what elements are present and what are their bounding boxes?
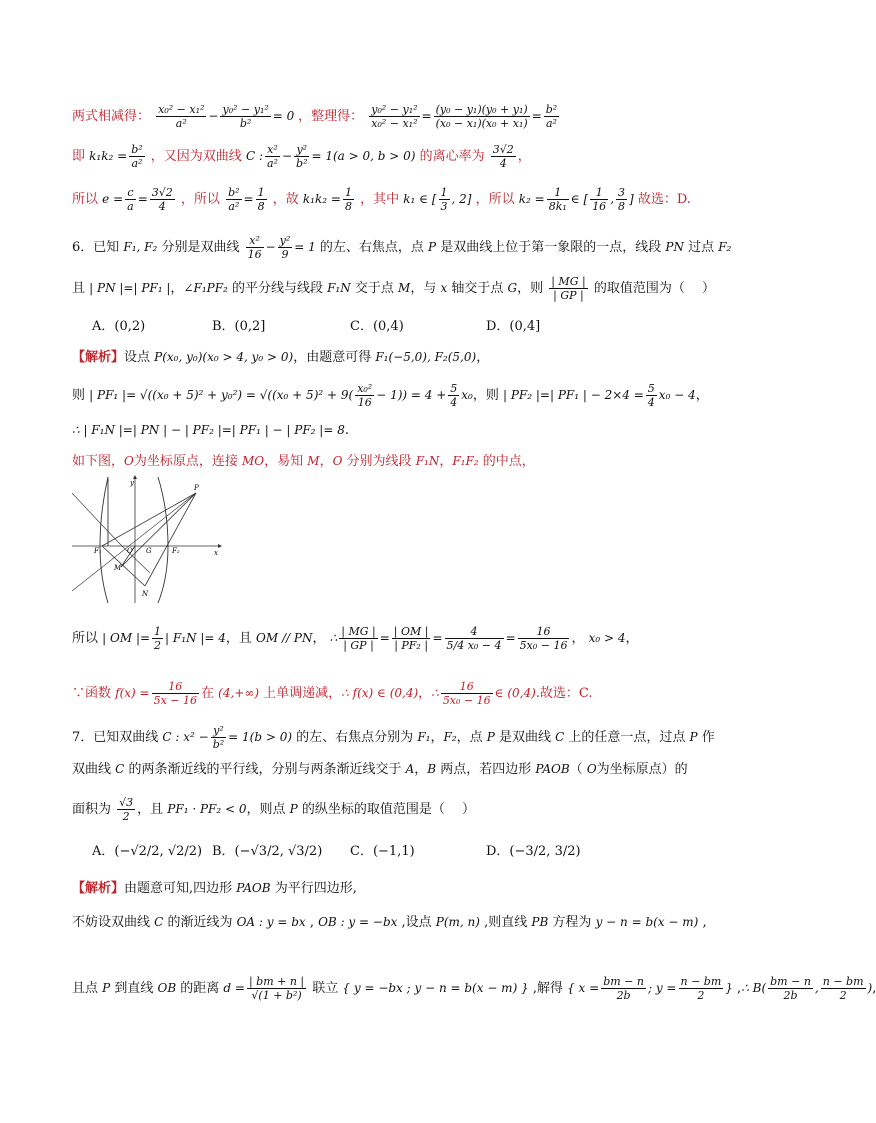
question-7-line-2: 双曲线 C 的两条渐近线的平行线，分别与两条渐近线交于 A，B 两点，若四边形 PAOB（ O为坐标原点）的 — [72, 762, 688, 777]
text-segment: ，其中 — [360, 192, 400, 207]
label-f1: F₁ — [94, 547, 102, 555]
text-segment: 的离心率为 — [419, 149, 485, 164]
text-segment: 所以 — [72, 192, 99, 207]
label-n: N — [142, 590, 149, 598]
right-branch — [158, 477, 168, 603]
solution-6-line-1: 【解析】设点 P(x₀, y₀)(x₀ > 4, y₀ > 0)，由题意可得 F₁(−5,0), F₂(5,0)， — [72, 350, 490, 365]
solution-6-line-2: 则 | PF₁ |= √((x₀ + 5)² + y₀²) = √((x₀ + 5)² + 9( $\frac{\text{x₀²}}{16}$ − 1)) = 4 + $\frac{5}{4}$ x₀，则 | PF₂ |=| PF₁ | − 2×4 = $\frac{5}{4}$ x₀ − 4， — [72, 382, 709, 409]
q7-choice-d[interactable]: D．(−3/2, 3/2) — [486, 844, 581, 859]
analysis-tag: 【解析】 — [72, 350, 125, 365]
formula: k₂ = $\frac{1}{\text{8k₁}}$ ∈ [ $\frac{1}{16}$ , $\frac{3}{8}$ ] — [518, 186, 634, 213]
solution-6-line-4: 如下图，O为坐标原点，连接 MO，易知 M，O 分别为线段 F₁N，F₁F₂ 的中点， — [72, 454, 535, 469]
question-6-line-2: 且 | PN |=| PF₁ |，∠F₁PF₂ 的平分线与线段 F₁N 交于点 M，与 x 轴交于点 G，则 $\frac{| MG |}{| GP |}$ 的取值范围为（ ） — [72, 275, 715, 302]
q7-choice-c[interactable]: C．(−1,1) — [350, 844, 415, 859]
q6-choice-d[interactable]: D．(0,4] — [486, 319, 541, 334]
formula: $\frac{\text{b²}}{\text{a²}}$ = $\frac{1}{8}$ — [228, 186, 265, 213]
q7-choice-a[interactable]: A．(−√2/2, √2/2) — [92, 844, 203, 859]
solution-6-line-3: ∴ | F₁N |=| PN | − | PF₂ |=| PF₁ | − | PF₂ |= 8. — [72, 423, 349, 438]
formula: $\frac{3√2}{4}$ — [492, 143, 514, 170]
q7-choice-b[interactable]: B．(−√3/2, √3/2) — [212, 844, 323, 859]
label-x: x — [214, 549, 218, 557]
question-6-line-1: 6．已知 F₁, F₂ 分别是双曲线 $\frac{\text{x²}}{16}$ − $\frac{\text{y²}}{9}$ = 1 的左、右焦点，点 P 是双曲线上位于第一象限的一点，线段 PN 过点 F₂ — [72, 234, 732, 261]
bisector-line — [121, 493, 196, 567]
derivation-line-2: 即 k₁k₂ = $\frac{\text{b²}}{\text{a²}}$ ，又因为双曲线 C : $\frac{\text{x²}}{\text{a²}}$ − $\frac{\text{y²}}{\text{b²}}$ = 1(a > 0, b > 0) 的离心率为 $\frac{3√2}{4}$ ， — [72, 143, 531, 170]
segment-f1n — [102, 546, 145, 586]
text-segment: ，所以 — [180, 192, 220, 207]
formula: k₁k₂ = $\frac{1}{8}$ — [302, 186, 352, 213]
derivation-line-1 — [72, 103, 561, 130]
formula: k₁ ∈ [ $\frac{1}{3}$ , 2] — [403, 186, 472, 213]
solution-7-line-3: 且点 P 到直线 OB 的距离 d = $\frac{| bm + n |}{\text{√(1 + b²)}}$ 联立 { y = −bx ; y − n = b(x − m) } ,解得 { x = $\frac{bm - n}{2b}$ ; y = $\frac{n - bm}{2}$ } ,∴ B( $\frac{bm - n}{2b}$ , $\frac{n - bm}{2}$ ), — [72, 975, 876, 1002]
formula: $\frac{\text{x₀² − x₁²}}{\text{a²}}$ − $\frac{\text{y₀² − y₁²}}{\text{b²}}$ = 0 — [158, 103, 299, 130]
text-segment: ，整理得： — [298, 109, 364, 124]
q6-choice-b[interactable]: B．(0,2] — [212, 319, 266, 334]
label-f2: F₂ — [172, 547, 180, 555]
solution-7-line-2: 不妨设双曲线 C 的渐近线为 OA : y = bx , OB : y = −bx ,设点 P(m, n) ,则直线 PB 方程为 y − n = b(x − m) , — [72, 915, 707, 930]
formula: k₁k₂ = $\frac{\text{b²}}{\text{a²}}$ — [89, 143, 143, 170]
formula: e = $\frac{c}{a}$ = $\frac{3√2}{4}$ — [102, 186, 173, 213]
text-segment: ，又因为双曲线 — [150, 149, 242, 164]
q6-choice-a[interactable]: A．(0,2) — [92, 319, 146, 334]
label-o: O — [127, 547, 133, 555]
asymptote-1 — [72, 493, 150, 573]
text-segment: 两式相减得： — [72, 109, 151, 124]
text-segment: 即 — [72, 149, 86, 164]
label-p: P — [194, 484, 199, 492]
solution-6-line-5: 所以 | OM |= $\frac{1}{2}$ | F₁N |= 4，且 OM // PN， ∴ $\frac{| MG |}{| GP |}$ = $\frac{| OM |}{\text{| PF₂ |}}$ = $\frac{4}{\text{5/4 x₀ − 4}}$ = $\frac{16}{\text{5x₀ − 16}}$ ， x₀ > 4， — [72, 625, 639, 652]
label-g: G — [146, 547, 152, 555]
hyperbola-figure — [72, 473, 222, 603]
left-branch — [100, 477, 108, 603]
x-axis-arrow — [218, 544, 222, 548]
label-m: M — [114, 564, 122, 572]
text-segment: ，故 — [272, 192, 299, 207]
question-7-line-1: 7．已知双曲线 C : x² − $\frac{\text{y²}}{\text{b²}}$ = 1(b > 0) 的左、右焦点分别为 F₁，F₂，点 P 是双曲线 C 上的任意一点，过点 P 作 — [72, 724, 715, 751]
solution-6-line-6: ∵函数 f(x) = $\frac{16}{5x - 16}$ 在 (4,+∞) 上单调递减，∴ f(x) ∈ (0,4)，∴ $\frac{16}{\text{5x₀ − 16}}$ ∈ (0,4).故选：C. — [72, 680, 593, 707]
text-segment: ，所以 — [475, 192, 515, 207]
derivation-line-3 — [72, 186, 691, 213]
analysis-tag: 【解析】 — [72, 881, 125, 896]
label-y: y — [130, 479, 134, 487]
text-segment: 故选：D. — [637, 192, 691, 207]
question-7-line-3: 面积为 $\frac{√3}{2}$ ，且 PF₁ · PF₂ < 0，则点 P 的纵坐标的取值范围是（ ） — [72, 796, 475, 823]
q6-choice-c[interactable]: C．(0,4) — [350, 319, 404, 334]
solution-7-line-1: 【解析】由题意可知,四边形 PAOB 为平行四边形, — [72, 881, 357, 896]
formula: $\frac{\text{y₀² − y₁²}}{\text{x₀² − x₁²}}$ = $\frac{\text{(y₀ − y₁)(y₀ + y₁)}}{\text{(x₀ − x₁)(x₀ + x₁)}}$ = $\frac{\text{b²}}{\text{a²}}$ — [371, 103, 558, 130]
formula: C : $\frac{\text{x²}}{\text{a²}}$ − $\frac{\text{y²}}{\text{b²}}$ = 1(a > 0, b > 0) — [245, 143, 416, 170]
